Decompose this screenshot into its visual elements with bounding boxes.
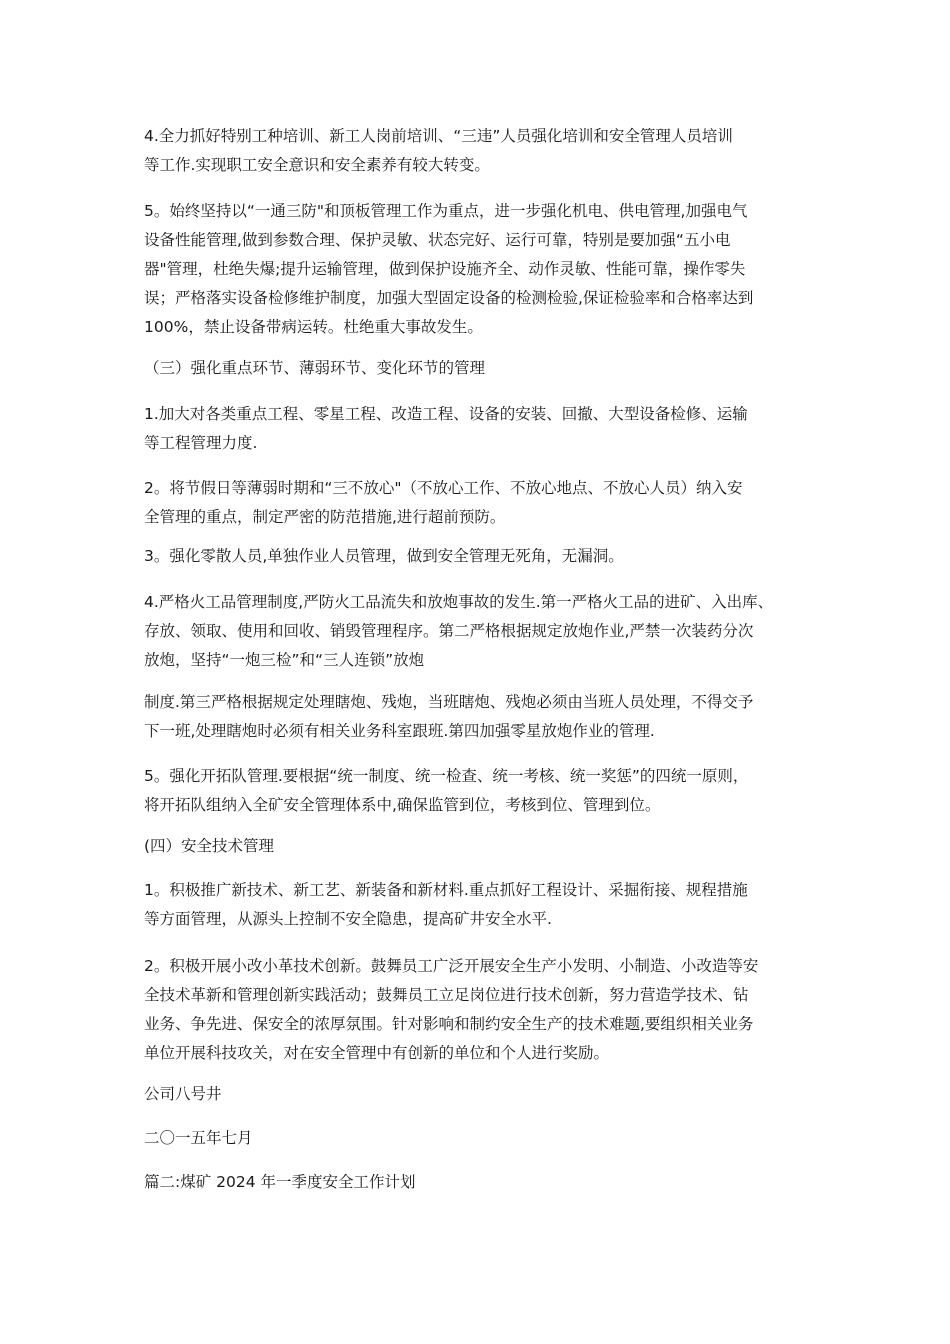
text-line: 等工程管理力度. bbox=[144, 434, 258, 452]
paragraph-3-1 bbox=[144, 400, 814, 458]
paragraph-3-2 bbox=[144, 474, 814, 532]
text-line: 将开拓队组纳入全矿安全管理体系中,确保监管到位，考核到位、管理到位。 bbox=[144, 796, 661, 814]
text-line: 等工作.实现职工安全意识和安全素养有较大转变。 bbox=[144, 156, 490, 174]
heading-text: (四）安全技术管理 bbox=[144, 837, 275, 855]
paragraph-4-1 bbox=[144, 876, 814, 934]
text-line: 器"管理，杜绝失爆;提升运输管理，做到保护设施齐全、动作灵敏、性能可靠，操作零失 bbox=[144, 260, 746, 278]
text-line: 公司八号井 bbox=[144, 1085, 222, 1103]
paragraph-3-4a bbox=[144, 588, 814, 675]
text-line: 篇二:煤矿 2024 年一季度安全工作计划 bbox=[144, 1173, 416, 1191]
text-line: 1。积极推广新技术、新工艺、新装备和新材料.重点抓好工程设计、采掘衔接、规程措施 bbox=[144, 881, 748, 899]
next-article-title bbox=[144, 1168, 814, 1197]
text-line: 3。强化零散人员,单独作业人员管理，做到安全管理无死角，无漏洞。 bbox=[144, 547, 624, 565]
text-line: 放炮，坚持“一炮三检”和“三人连锁”放炮 bbox=[144, 651, 425, 669]
text-line: 1.加大对各类重点工程、零星工程、改造工程、设备的安装、回撤、大型设备检修、运输 bbox=[144, 405, 748, 423]
paragraph-3-4b bbox=[144, 688, 814, 746]
text-line: 业务、争先进、保安全的浓厚氛围。针对影响和制约安全生产的技术难题,要组织相关业务 bbox=[144, 1015, 754, 1033]
text-line: 5。始终坚持以“一通三防"和顶板管理工作为重点，进一步强化机电、供电管理,加强电气 bbox=[144, 202, 748, 220]
signature-organization bbox=[144, 1080, 814, 1109]
text-line: 5。强化开拓队管理.要根据“统一制度、统一检查、统一考核、统一奖惩”的四统一原则， bbox=[144, 767, 749, 785]
text-line: 全技术革新和管理创新实践活动；鼓舞员工立足岗位进行技术创新，努力营造学技术、钻 bbox=[144, 986, 749, 1004]
paragraph-training bbox=[144, 122, 814, 180]
paragraph-yitongsanfang bbox=[144, 197, 814, 342]
text-line: 100%，禁止设备带病运转。杜绝重大事故发生。 bbox=[144, 318, 483, 336]
text-line: 全管理的重点，制定严密的防范措施,进行超前预防。 bbox=[144, 508, 506, 526]
text-line: 二〇一五年七月 bbox=[144, 1129, 253, 1147]
paragraph-3-3 bbox=[144, 542, 814, 571]
text-line: 单位开展科技攻关，对在安全管理中有创新的单位和个人进行奖励。 bbox=[144, 1044, 610, 1062]
section-heading-3 bbox=[144, 354, 814, 383]
text-line: 等方面管理，从源头上控制不安全隐患，提高矿井安全水平. bbox=[144, 910, 552, 928]
text-line: 2。积极开展小改小革技术创新。鼓舞员工广泛开展安全生产小发明、小制造、小改造等安 bbox=[144, 957, 759, 975]
paragraph-4-2 bbox=[144, 952, 814, 1068]
signature-date bbox=[144, 1124, 814, 1153]
heading-text: （三）强化重点环节、薄弱环节、变化环节的管理 bbox=[144, 359, 486, 377]
text-line: 制度.第三严格根据规定处理瞎炮、残炮，当班瞎炮、残炮必须由当班人员处理，不得交予 bbox=[144, 693, 754, 711]
text-line: 存放、领取、使用和回收、销毁管理程序。第二严格根据规定放炮作业,严禁一次装药分次 bbox=[144, 622, 754, 640]
text-line: 4.全力抓好特别工种培训、新工人岗前培训、“三违”人员强化培训和安全管理人员培训 bbox=[144, 127, 733, 145]
text-line: 下一班,处理瞎炮时必须有相关业务科室跟班.第四加强零星放炮作业的管理. bbox=[144, 722, 655, 740]
text-line: 4.严格火工品管理制度,严防火工品流失和放炮事故的发生.第一严格火工品的进矿、入出库、 bbox=[144, 593, 774, 611]
section-heading-4 bbox=[144, 832, 814, 861]
text-line: 2。将节假日等薄弱时期和“三不放心"（不放心工作、不放心地点、不放心人员）纳入安 bbox=[144, 479, 743, 497]
text-line: 误；严格落实设备检修维护制度，加强大型固定设备的检测检验,保证检验率和合格率达到 bbox=[144, 289, 754, 307]
paragraph-3-5 bbox=[144, 762, 814, 820]
text-line: 设备性能管理,做到参数合理、保护灵敏、状态完好、运行可靠，特别是要加强“五小电 bbox=[144, 231, 731, 249]
